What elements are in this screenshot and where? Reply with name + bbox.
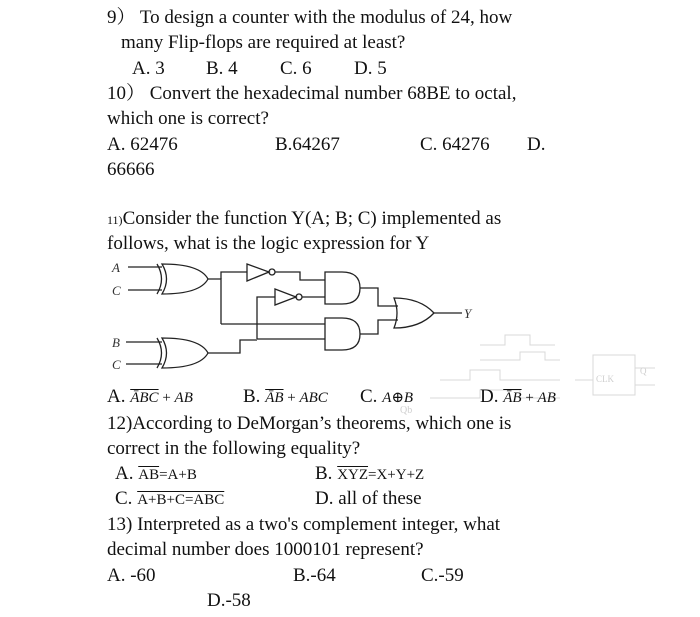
q11-d-term1: $\overline{ĀB}$ — [503, 390, 522, 406]
q12-c-lhs: A+B+C — [137, 492, 185, 508]
q12-line1: 12)According to DeMorgan’s theorems, which one is — [107, 413, 512, 434]
q11-line2: follows, what is the logic expression for Y — [107, 233, 430, 254]
q9-option-d: D. 5 — [354, 58, 387, 79]
wire-xor1-out — [208, 279, 221, 324]
q11-a-term2: AB — [174, 390, 193, 406]
q12-option-a — [115, 462, 197, 487]
q13-option-b: B.-64 — [293, 565, 336, 586]
label-c1: C — [112, 283, 121, 298]
q11-c-label: C. — [360, 386, 378, 407]
label-a: A — [112, 260, 120, 275]
q10-option-b: B.64267 — [275, 134, 340, 155]
xor-gate-1 — [157, 264, 208, 294]
q13-option-a: A. -60 — [107, 565, 156, 586]
q9-option-c: C. 6 — [280, 58, 312, 79]
and-gate-1 — [325, 272, 360, 304]
q11-option-b — [243, 385, 328, 410]
q10-line1: 10） Convert the hexadecimal number 68BE to octal, — [107, 83, 517, 104]
q13-line1: 13) Interpreted as a two's complement integer, what — [107, 514, 501, 535]
watermark-qb: Qb — [400, 405, 413, 416]
q12-a-label: A. — [115, 463, 134, 484]
q11-a-label: A. — [107, 386, 126, 407]
q9-option-a: A. 3 — [132, 58, 165, 79]
q12-option-c — [115, 487, 224, 512]
q10-option-a: A. 62476 — [107, 134, 178, 155]
not-gate-1 — [247, 264, 275, 281]
q13-line2: decimal number does 1000101 represent? — [107, 539, 424, 560]
label-y: Y — [464, 306, 472, 321]
q11-option-c — [360, 385, 413, 410]
q9-line1: 9） To design a counter with the modulus of 24, how — [107, 7, 513, 28]
q12-b-label: B. — [315, 463, 333, 484]
q11-b-label: B. — [243, 386, 261, 407]
or-gate — [394, 298, 434, 328]
q11-d-label: D. — [480, 386, 499, 407]
watermark-clk: CLK — [596, 374, 614, 384]
q11-number: 11) — [107, 213, 123, 227]
q11-option-d — [480, 385, 556, 410]
and-gate-2 — [325, 318, 360, 350]
q11-a-plus: + — [158, 390, 175, 406]
q11-option-a — [107, 385, 193, 410]
q10-option-d-value: 66666 — [107, 159, 155, 180]
q13-option-c: C.-59 — [421, 565, 464, 586]
q12-option-d: D. all of these — [315, 488, 422, 509]
q11-c-expr: A⊕B — [382, 390, 414, 406]
q12-a-rhs: =A+B — [159, 467, 197, 483]
q11-b-term1: $\overline{ĀB}$ — [265, 390, 284, 406]
q12-c-rhs: =ABC — [184, 492, 225, 508]
q11-b-term2: ABC — [299, 390, 328, 406]
q11-b-plus: + — [283, 390, 300, 406]
q12-b-lhs: $\overline{XYZ}$ — [337, 467, 369, 483]
watermark-q: Q — [640, 366, 647, 376]
q13-option-d: D.-58 — [207, 590, 251, 611]
label-b: B — [112, 335, 120, 350]
q10-line2: which one is correct? — [107, 108, 269, 129]
q11-d-plus: + — [521, 390, 538, 406]
q11-text1: Consider the function Y(A; B; C) implemented as — [122, 208, 502, 229]
q12-line2: correct in the following equality? — [107, 438, 361, 459]
q12-c-label: C. — [115, 488, 133, 509]
not-gate-2 — [275, 289, 302, 305]
q12-a-lhs: $\overline{AB}$ — [138, 467, 160, 483]
q9-line2: many Flip-flops are required at least? — [121, 32, 406, 53]
q10-option-c: C. 64276 — [420, 134, 490, 155]
q12-option-b — [315, 462, 424, 487]
q11-d-term2: AB — [537, 390, 556, 406]
xor-gate-2 — [157, 338, 208, 368]
q11-a-term1: $\overline{ĀBC}$ — [130, 390, 159, 406]
q12-b-rhs: =X+Y+Z — [368, 467, 425, 483]
q9-option-b: B. 4 — [206, 58, 238, 79]
label-c2: C — [112, 357, 121, 372]
q10-option-d-label: D. — [527, 134, 546, 155]
